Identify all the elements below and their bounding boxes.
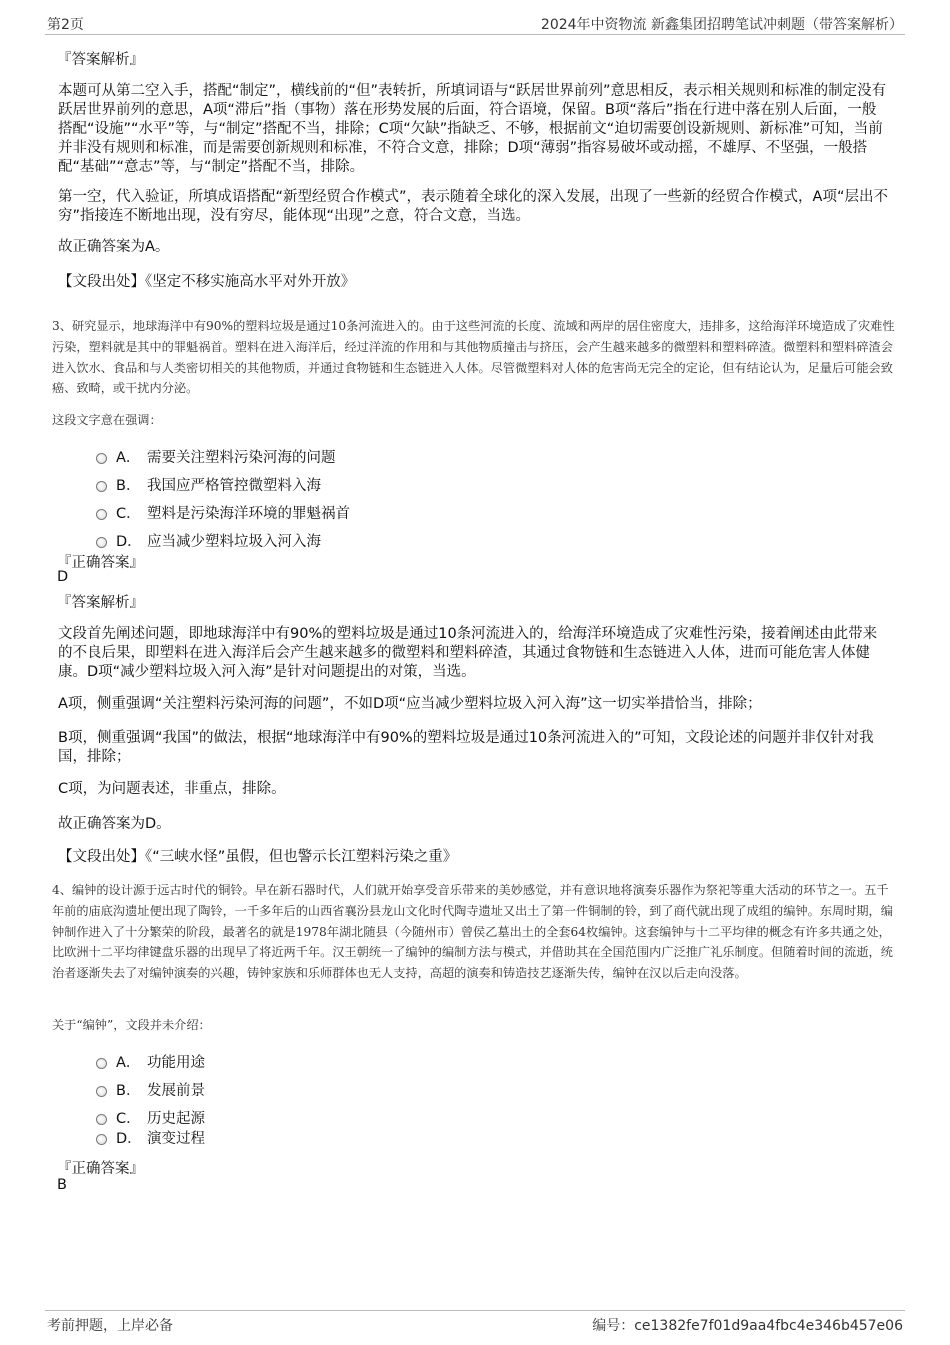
q3-option-a[interactable] (96, 446, 336, 466)
radio-icon[interactable] (96, 481, 107, 492)
option-letter: D． (116, 533, 142, 550)
q3-passage: 3、研究显示，地球海洋中有90%的塑料垃圾是通过10条河流进入的。由于这些河流的长度、流域和两岸的居住密度大，违排多，这给海洋环境造成了灾难性污染，塑料就是其中的罪魁祸首。塑料在进入海洋后，经过洋流的作用和与其他物质撞击与挤压，会产生越来越多的微塑料和塑料碎渣。微塑料和塑料碎渣会进入饮水、食品和与人类密切相关的其他物质，并通过食物链和生态链进入人体。尽管微塑料对人体的危害尚无完全的定论，但有结论认为，足量后可能会致癌、致畸，或干扰内分泌。 (52, 319, 895, 396)
header-divider (45, 34, 905, 35)
q3-option-d[interactable] (96, 530, 321, 550)
q3-option-c[interactable] (96, 502, 350, 522)
option-text: 需要关注塑料污染河海的问题 (147, 449, 336, 466)
radio-icon[interactable] (96, 509, 107, 520)
q2-source: 【文段出处】《坚定不移实施高水平对外开放》 (58, 274, 356, 290)
q3-option-b[interactable] (96, 474, 321, 494)
q4-option-c[interactable] (96, 1107, 205, 1127)
footer-divider (45, 1310, 905, 1311)
q2-analysis-label: 『答案解析』 (57, 52, 144, 68)
q3-correct-answer: D (57, 569, 69, 585)
q3-analysis-label: 『答案解析』 (57, 595, 144, 611)
q4-correct-answer: B (57, 1177, 67, 1193)
q3-correct-answer-label: 『正确答案』 (57, 555, 144, 571)
footer-slogan: 考前押题，上岸必备 (47, 1318, 173, 1334)
option-letter: A． (116, 449, 141, 466)
q3-answer-statement: 故正确答案为D。 (58, 816, 171, 832)
q4-option-b[interactable] (96, 1079, 205, 1099)
option-text: 历史起源 (147, 1110, 205, 1127)
q3-analysis-paragraph-3: B项，侧重强调“我国”的做法，根据“地球海洋中有90%的塑料垃圾是通过10条河流进入的”可知，文段论述的问题并非仅针对我国，排除； (58, 730, 874, 765)
q4-option-d[interactable] (96, 1127, 205, 1147)
radio-icon[interactable] (96, 537, 107, 548)
q3-source: 【文段出处】《“三峡水怪”虽假，但也警示长江塑料污染之重》 (58, 849, 458, 865)
option-text: 发展前景 (147, 1082, 205, 1099)
q2-analysis-paragraph-2: 第一空，代入验证，所填成语搭配“新型经贸合作模式”，表示随着全球化的深入发展，出现了一些新的经贸合作模式，A项“层出不穷”指接连不断地出现，没有穷尽，能体现“出现”之意，符合文意，当选。 (58, 189, 888, 224)
radio-icon[interactable] (96, 1086, 107, 1097)
option-text: 演变过程 (147, 1130, 205, 1147)
option-text: 应当减少塑料垃圾入河入海 (147, 533, 321, 550)
option-text: 功能用途 (147, 1054, 205, 1071)
page-number: 第2页 (47, 17, 84, 33)
q4-correct-answer-label: 『正确答案』 (57, 1161, 144, 1177)
option-text: 塑料是污染海洋环境的罪魁祸首 (147, 505, 350, 522)
q2-analysis-paragraph-1: 本题可从第二空入手，搭配“制定”，横线前的“但”表转折，所填词语与“跃居世界前列”意思相反，表示相关规则和标准的制定没有跃居世界前列的意思，A项“滞后”指（事物）落在形势发展的后面，符合语境，保留。B项“落后”指在行进中落在别人后面，一般搭配“设施”“水平”等，与“制定”搭配不当，排除；C项“欠缺”指缺乏、不够，根据前文“迫切需要创设新规则、新标准”可知，当前并非没有规则和标准，而是需要创新规则和标准，不符合文意，排除；D项“薄弱”指容易破坏或动摇，不雄厚、不坚强，一般搭配“基础”“意志”等，与“制定”搭配不当，排除。 (58, 83, 887, 175)
radio-icon[interactable] (96, 1134, 107, 1145)
radio-icon[interactable] (96, 453, 107, 464)
document-code: 编号：ce1382fe7f01d9aa4fbc4e346b457e06 (592, 1318, 903, 1334)
q3-prompt: 这段文字意在强调： (52, 413, 162, 427)
q3-analysis-paragraph-2: A项，侧重强调“关注塑料污染河海的问题”，不如D项“应当减少塑料垃圾入河入海”这一切实举措恰当，排除； (58, 696, 762, 712)
option-letter: C． (116, 1110, 141, 1127)
q2-answer-statement: 故正确答案为A。 (58, 239, 170, 255)
option-letter: B． (116, 477, 141, 494)
option-letter: B． (116, 1082, 141, 1099)
document-title: 2024年中资物流 新鑫集团招聘笔试冲刺题（带答案解析） (540, 17, 903, 33)
q4-option-a[interactable] (96, 1051, 205, 1071)
option-letter: A． (116, 1054, 141, 1071)
q3-analysis-paragraph-1: 文段首先阐述问题，即地球海洋中有90%的塑料垃圾是通过10条河流进入的，给海洋环境造成了灾难性污染，接着阐述由此带来的不良后果，即塑料在进入海洋后会产生越来越多的微塑料和塑料碎渣，其通过食物链和生态链进入人体，进而可能危害人体健康。D项“减少塑料垃圾入河入海”是针对问题提出的对策，当选。 (58, 626, 878, 680)
q3-analysis-paragraph-4: C项，为问题表述，非重点，排除。 (58, 781, 286, 797)
option-text: 我国应严格管控微塑料入海 (147, 477, 321, 494)
option-letter: D． (116, 1130, 142, 1147)
radio-icon[interactable] (96, 1114, 107, 1125)
option-letter: C． (116, 505, 141, 522)
q4-passage: 4、编钟的设计源于远古时代的铜铃。早在新石器时代，人们就开始享受音乐带来的美妙感觉，并有意识地将演奏乐器作为祭祀等重大活动的环节之一。五千年前的庙底沟遗址便出现了陶铃，一千多年后的山西省襄汾县龙山文化时代陶寺遗址又出土了第一件铜制的铃，到了商代就出现了成组的编钟。东周时期，编钟制作进入了十分繁荣的阶段，最著名的就是1978年湖北随县（今随州市）曾侯乙墓出土的全套64枚编钟。这套编钟与十二平均律的概念有许多共通之处，比欧洲十二平均律键盘乐器的出现早了将近两千年。汉王朝统一了编钟的编制方法与模式，并借助其在全国范围内广泛推广礼乐制度。但随着时间的流逝，统治者逐渐失去了对编钟演奏的兴趣，铸钟家族和乐师群体也无人支持，高超的演奏和铸造技艺逐渐失传，编钟在汉以后走向没落。 (52, 883, 893, 981)
q4-prompt: 关于“编钟”，文段并未介绍： (52, 1018, 211, 1032)
radio-icon[interactable] (96, 1058, 107, 1069)
